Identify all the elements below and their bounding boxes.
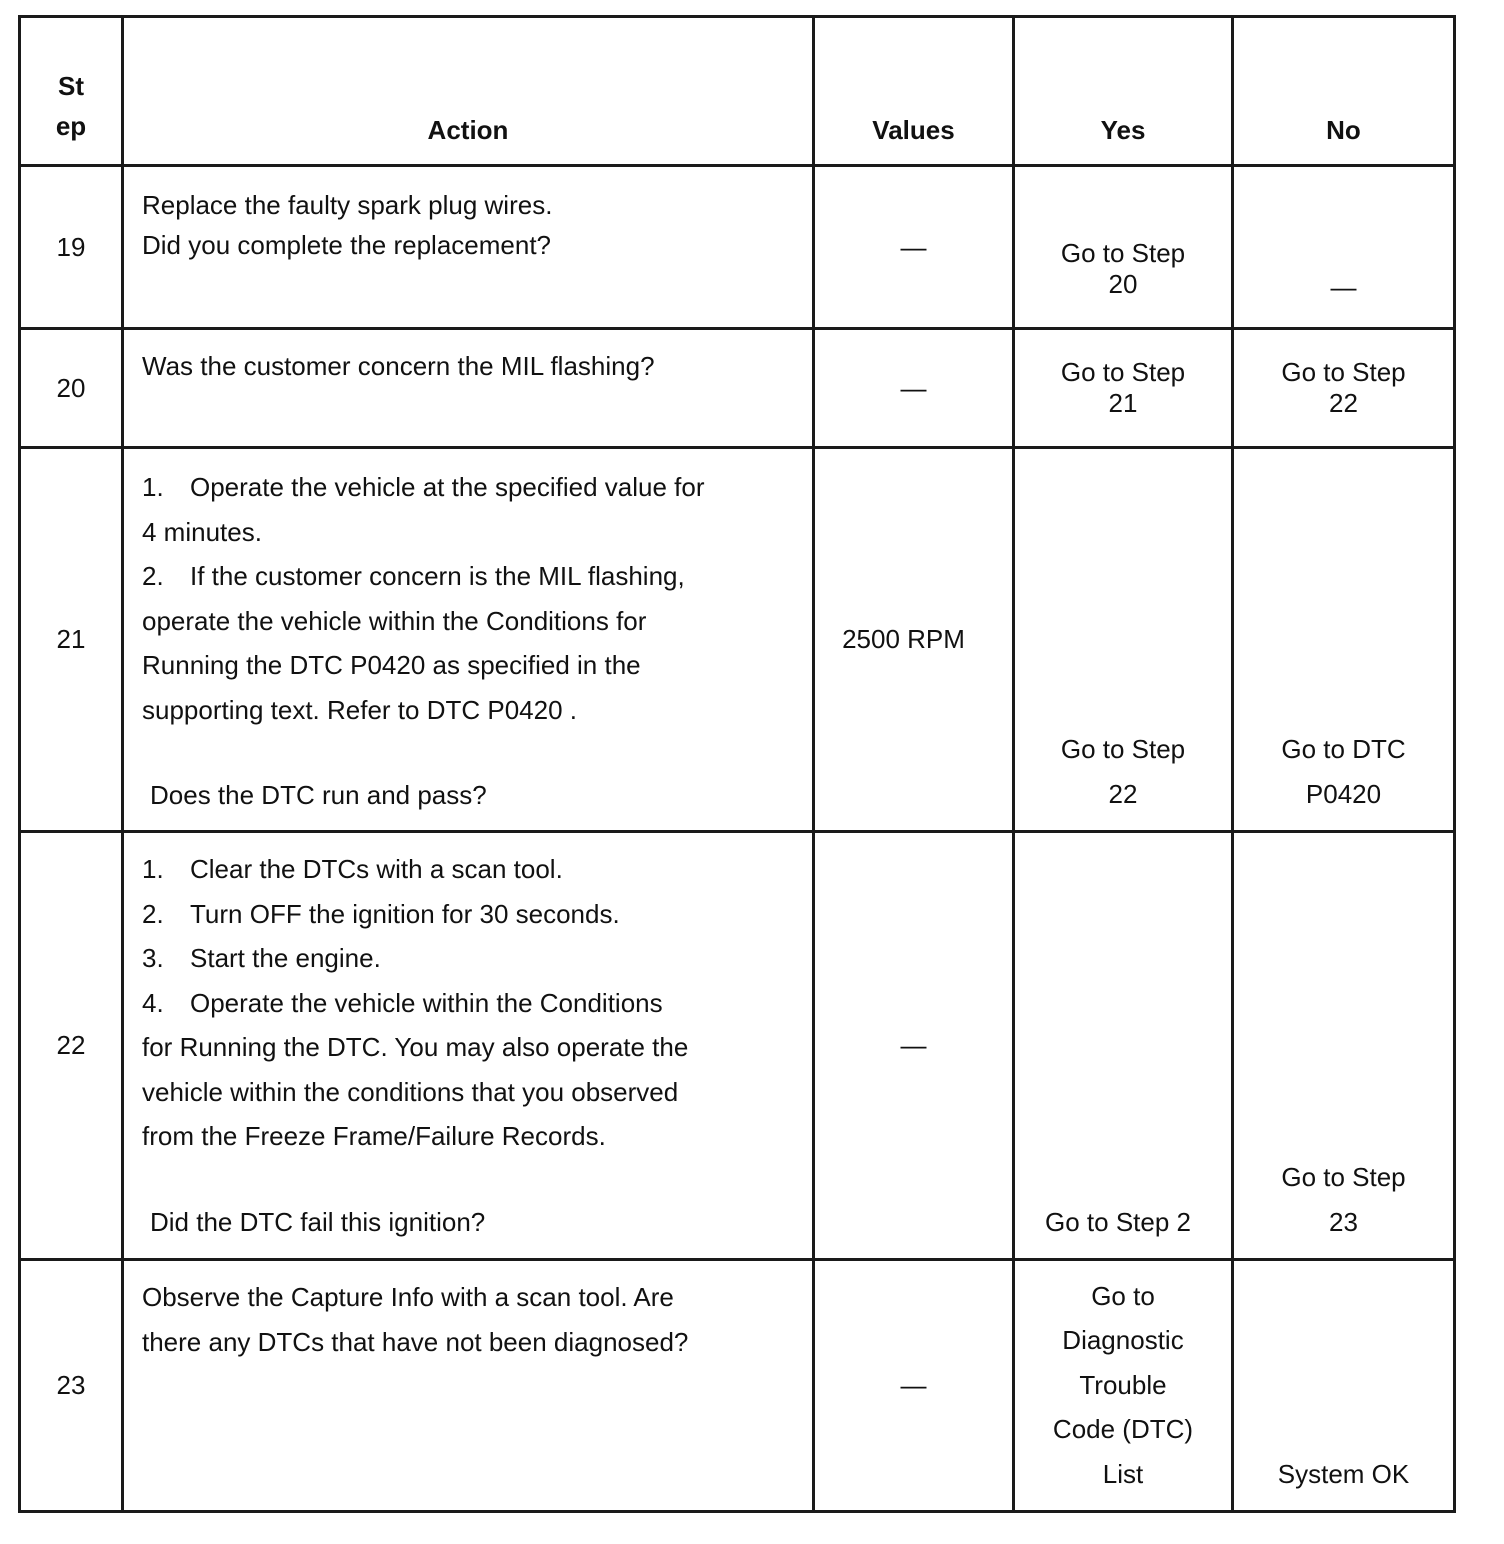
values-cell: — xyxy=(814,166,1014,329)
no-cell xyxy=(1233,832,1455,1260)
step-number: 21 xyxy=(20,448,123,832)
no-value: — xyxy=(1330,271,1357,302)
table-row xyxy=(20,832,1455,1260)
step-question: Does the DTC run and pass? xyxy=(150,780,487,810)
no-link-step[interactable]: 22 xyxy=(1329,388,1358,418)
action-cell xyxy=(123,166,814,329)
spacer xyxy=(142,732,802,773)
list-item xyxy=(142,847,802,892)
list-text: operate the vehicle within the Conditions for xyxy=(142,605,647,636)
header-no: No xyxy=(1233,17,1455,166)
action-cell xyxy=(123,448,814,832)
yes-link[interactable]: Trouble xyxy=(1079,1369,1167,1400)
no-link[interactable]: Go to Step xyxy=(1281,357,1406,387)
list-text: 4 minutes. xyxy=(142,516,262,547)
yes-cell xyxy=(1014,329,1233,448)
no-cell xyxy=(1233,1260,1455,1512)
yes-cell xyxy=(1014,1260,1233,1512)
no-cell xyxy=(1233,329,1455,448)
list-text: supporting text. Refer to DTC P0420 . xyxy=(142,694,577,725)
list-text: for Running the DTC. You may also operate the xyxy=(142,1032,689,1062)
list-text: Operate the vehicle at the specified value for xyxy=(190,472,705,502)
list-text: Start the engine. xyxy=(190,943,381,973)
values-cell: 2500 RPM xyxy=(814,448,1014,832)
header-action: Action xyxy=(123,17,814,166)
no-link-code[interactable]: P0420 xyxy=(1305,778,1382,809)
yes-link[interactable]: Code (DTC) xyxy=(1052,1414,1194,1444)
list-text: vehicle within the conditions that you observed xyxy=(142,1076,679,1107)
table-row xyxy=(20,1260,1455,1512)
step-question: Did the DTC fail this ignition? xyxy=(150,1206,486,1237)
table-row xyxy=(20,329,1455,448)
yes-link-step[interactable]: 21 xyxy=(1108,388,1138,418)
spacer xyxy=(142,1159,802,1200)
no-link[interactable]: Go to DTC xyxy=(1281,734,1406,764)
action-cell xyxy=(123,329,814,448)
no-cell xyxy=(1233,448,1455,832)
list-text: Clear the DTCs with a scan tool. xyxy=(190,854,563,884)
yes-link[interactable]: Go to Step xyxy=(1060,734,1186,764)
list-number: 4. xyxy=(142,987,164,1018)
list-item xyxy=(142,643,802,688)
values-cell: — xyxy=(814,1260,1014,1512)
list-item xyxy=(142,510,802,555)
yes-link[interactable]: List xyxy=(1102,1458,1144,1489)
step-number: 19 xyxy=(20,166,123,329)
action-line: Was the customer concern the MIL flashing? xyxy=(142,351,655,381)
yes-link[interactable]: Go to Step 2 xyxy=(1045,1206,1191,1237)
header-yes: Yes xyxy=(1014,17,1233,166)
table-row xyxy=(20,166,1455,329)
header-step xyxy=(20,17,123,166)
header-step-line-1: St xyxy=(58,71,84,101)
list-number: 2. xyxy=(142,561,164,591)
yes-link-step[interactable]: 22 xyxy=(1108,778,1138,809)
list-text: from the Freeze Frame/Failure Records. xyxy=(142,1121,606,1151)
action-line: Observe the Capture Info with a scan tool. Are xyxy=(142,1282,674,1312)
header-values: Values xyxy=(814,17,1014,166)
diagnostic-table-page xyxy=(18,15,1456,1513)
action-line: Did you complete the replacement? xyxy=(142,230,552,260)
yes-link-step[interactable]: 20 xyxy=(1108,269,1138,299)
step-number: 23 xyxy=(20,1260,123,1512)
yes-cell xyxy=(1014,166,1233,329)
table-row xyxy=(20,448,1455,832)
header-row xyxy=(20,17,1455,166)
no-link-step[interactable]: 23 xyxy=(1329,1206,1358,1237)
list-text: Running the DTC P0420 as specified in the xyxy=(142,650,641,680)
step-number: 22 xyxy=(20,832,123,1260)
list-item xyxy=(142,981,802,1026)
no-link[interactable]: Go to Step xyxy=(1281,1162,1406,1192)
list-text: If the customer concern is the MIL flashing, xyxy=(190,561,685,591)
step-number: 20 xyxy=(20,329,123,448)
yes-link[interactable]: Go to Step xyxy=(1060,357,1186,387)
list-item xyxy=(142,892,802,937)
yes-link[interactable]: Go to xyxy=(1091,1280,1155,1311)
list-number: 1. xyxy=(142,854,164,884)
list-text: Turn OFF the ignition for 30 seconds. xyxy=(190,898,620,929)
no-value: System OK xyxy=(1277,1458,1410,1489)
no-cell xyxy=(1233,166,1455,329)
yes-link[interactable]: Diagnostic xyxy=(1062,1325,1184,1355)
action-line: Replace the faulty spark plug wires. xyxy=(142,190,553,220)
list-number: 2. xyxy=(142,898,164,929)
action-cell xyxy=(123,832,814,1260)
values-cell: — xyxy=(814,832,1014,1260)
values-cell: — xyxy=(814,329,1014,448)
list-item xyxy=(142,1114,802,1159)
list-item xyxy=(142,688,802,733)
diagnostic-steps-table xyxy=(18,15,1456,1513)
list-item xyxy=(142,1025,802,1070)
yes-link[interactable]: Go to Step xyxy=(1060,238,1186,268)
header-step-line-2: ep xyxy=(55,111,87,141)
list-item xyxy=(142,554,802,599)
list-item xyxy=(142,599,802,644)
list-number: 3. xyxy=(142,943,164,973)
yes-cell xyxy=(1014,832,1233,1260)
list-item xyxy=(142,1070,802,1115)
action-cell xyxy=(123,1260,814,1512)
list-text: Operate the vehicle within the Conditions xyxy=(190,987,663,1018)
action-line: there any DTCs that have not been diagnosed? xyxy=(142,1326,689,1357)
yes-cell xyxy=(1014,448,1233,832)
list-number: 1. xyxy=(142,472,164,502)
list-item xyxy=(142,465,802,510)
list-item xyxy=(142,936,802,981)
